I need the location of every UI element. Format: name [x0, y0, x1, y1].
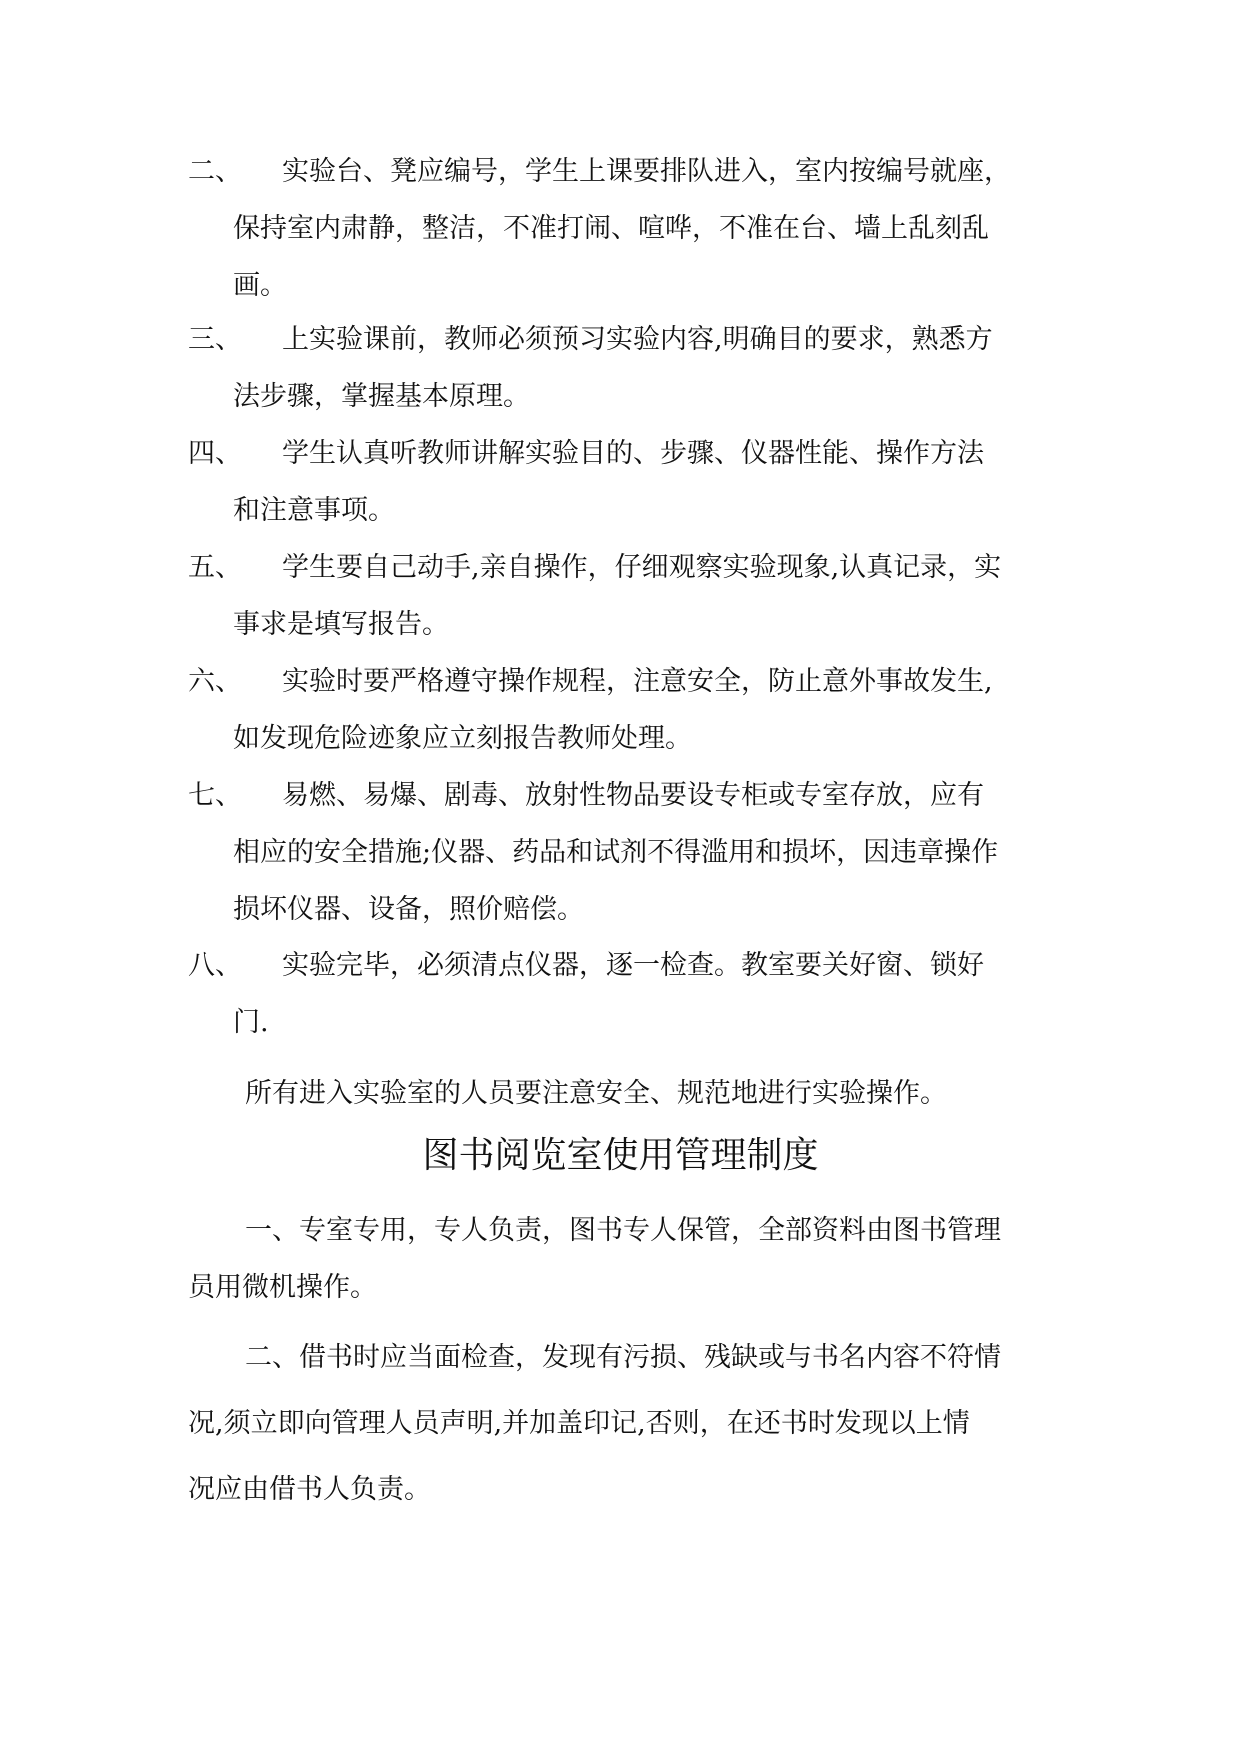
- rule-number: 六、: [188, 666, 242, 697]
- rule-text-line: 损坏仪器、设备，照价赔偿。: [233, 894, 584, 925]
- rule-text-line: 相应的安全措施;仪器、药品和试剂不得滥用和损坏，因违章操作: [233, 837, 999, 868]
- paragraph-line: 一、专室专用，专人负责，图书专人保管，全部资料由图书管理: [245, 1215, 1001, 1246]
- rule-text-line: 法步骤，掌握基本原理。: [233, 381, 530, 412]
- rule-number: 三、: [188, 324, 242, 355]
- rule-number: 四、: [188, 438, 242, 469]
- rule-number: 五、: [188, 552, 242, 583]
- section-title: 图书阅览室使用管理制度: [422, 1135, 819, 1176]
- rule-text-line: 实验时要严格遵守操作规程，注意安全，防止意外事故发生,: [282, 666, 993, 697]
- rule-text-line: 易燃、易爆、剧毒、放射性物品要设专柜或专室存放，应有: [282, 780, 984, 811]
- paragraph-line: 二、借书时应当面检查，发现有污损、残缺或与书名内容不符情: [245, 1342, 1001, 1373]
- rule-text-line: 实验完毕，必须清点仪器，逐一检查。教室要关好窗、锁好: [282, 950, 984, 981]
- rule-text-line: 保持室内肃静，整洁，不准打闹、喧哗，不准在台、墙上乱刻乱: [233, 213, 989, 244]
- rule-text-line: 实验台、凳应编号，学生上课要排队进入，室内按编号就座，: [282, 156, 1011, 187]
- closing-note: 所有进入实验室的人员要注意安全、规范地进行实验操作。: [245, 1078, 947, 1109]
- paragraph-line: 况应由借书人负责。: [188, 1474, 431, 1505]
- rule-text-line: 画。: [233, 270, 287, 301]
- rule-text-line: 门.: [233, 1007, 269, 1038]
- paragraph-line: 况,须立即向管理人员声明,并加盖印记,否则，在还书时发现以上情: [188, 1408, 970, 1439]
- rule-text-line: 事求是填写报告。: [233, 609, 449, 640]
- rule-text-line: 和注意事项。: [233, 495, 395, 526]
- paragraph-line: 员用微机操作。: [188, 1272, 377, 1303]
- rule-number: 二、: [188, 156, 242, 187]
- rule-text-line: 如发现危险迹象应立刻报告教师处理。: [233, 723, 692, 754]
- rule-number: 七、: [188, 780, 242, 811]
- rule-number: 八、: [188, 950, 242, 981]
- rule-text-line: 上实验课前，教师必须预习实验内容,明确目的要求，熟悉方: [282, 324, 993, 355]
- rule-text-line: 学生要自己动手,亲自操作，仔细观察实验现象,认真记录，实: [282, 552, 1002, 583]
- rule-text-line: 学生认真听教师讲解实验目的、步骤、仪器性能、操作方法: [282, 438, 984, 469]
